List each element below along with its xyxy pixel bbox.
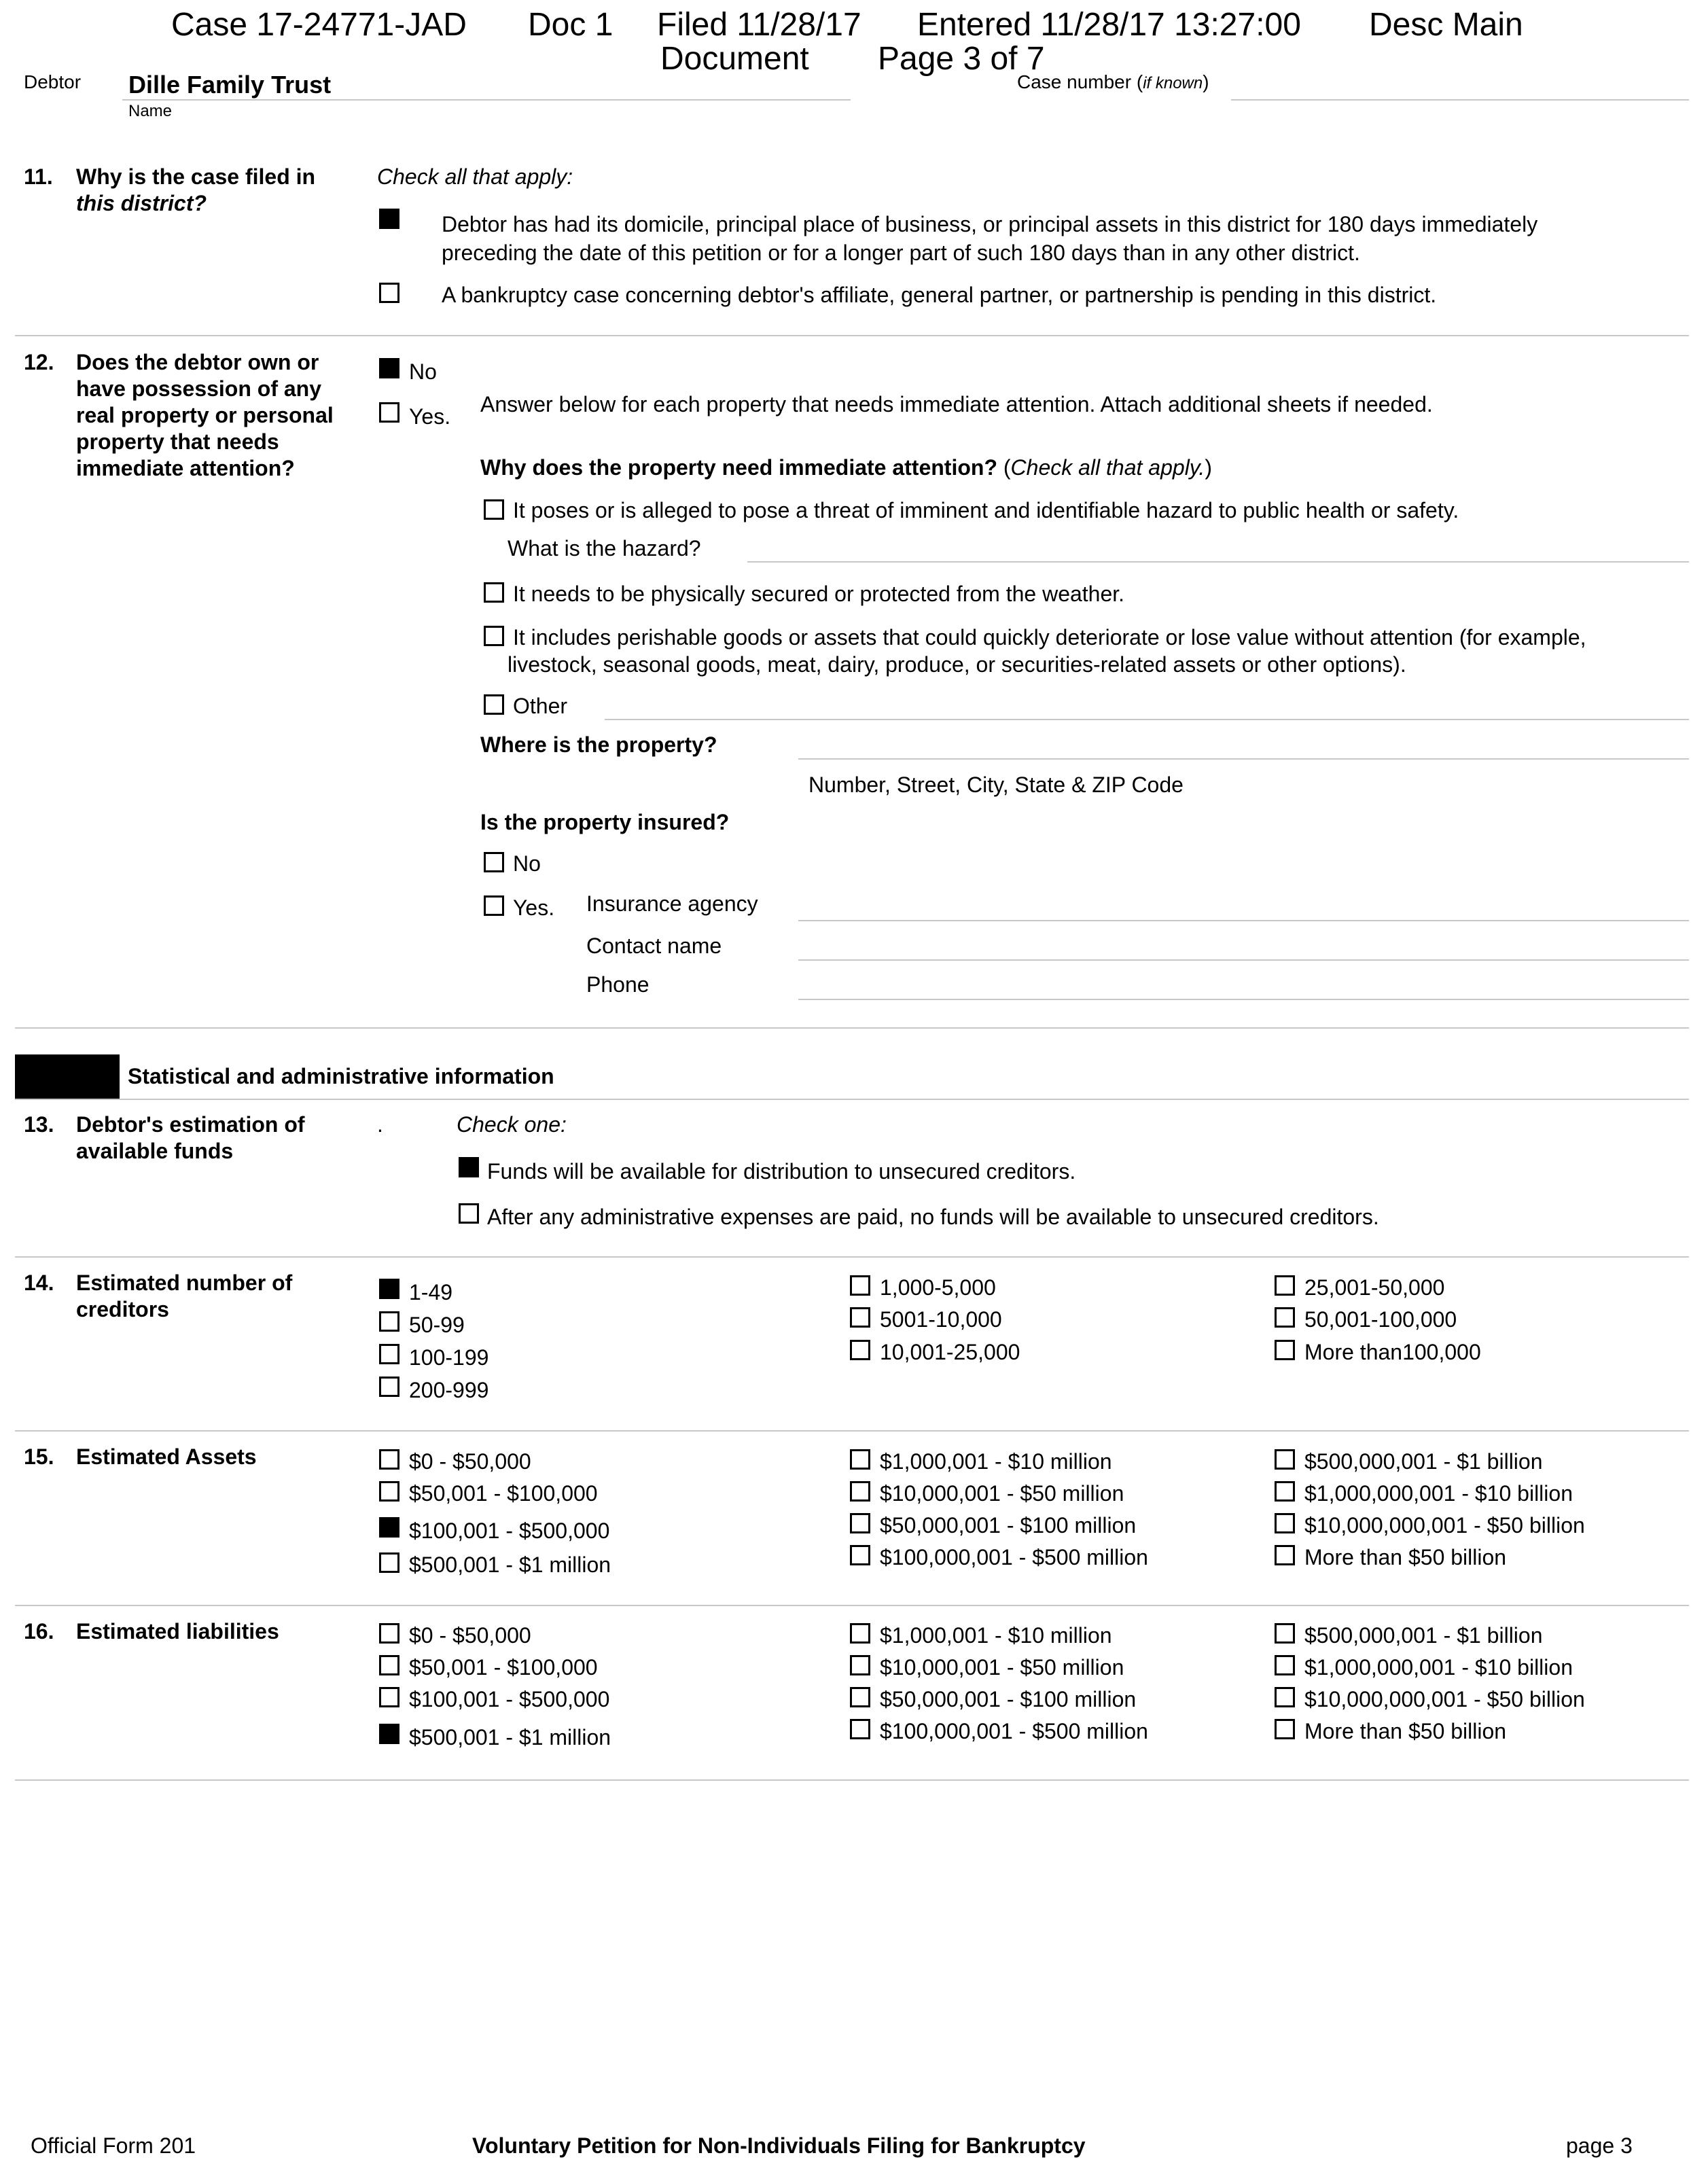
q12-insurance-agency-field[interactable]: [798, 920, 1689, 921]
q13-funds-available-text: Funds will be available for distribution to unsecured creditors.: [487, 1159, 1076, 1184]
q12-contact-name-field[interactable]: [798, 959, 1689, 961]
q12-yes-checkbox[interactable]: [379, 402, 399, 423]
divider: [15, 1099, 1689, 1100]
divider: [15, 1779, 1689, 1781]
q14-number: 14.: [24, 1271, 54, 1295]
q16-option-checkbox[interactable]: [1275, 1655, 1295, 1675]
q12-reason-perishable-line1: It includes perishable goods or assets that could quickly deteriorate or lose value without attention (for example,: [513, 625, 1586, 650]
q16-option-checkbox[interactable]: [379, 1724, 399, 1744]
q12-reason-perishable-checkbox[interactable]: [484, 626, 504, 646]
q14-question-line1: Estimated number of: [76, 1271, 293, 1295]
q15-option-checkbox[interactable]: [1275, 1545, 1295, 1565]
q15-option-checkbox[interactable]: [1275, 1513, 1295, 1533]
q12-insurance-agency-label: Insurance agency: [586, 891, 758, 916]
q12-reason-hazard-checkbox[interactable]: [484, 499, 504, 520]
q15-option-checkbox[interactable]: [850, 1449, 870, 1470]
q15-option-label: $50,000,001 - $100 million: [880, 1513, 1137, 1538]
q15-option-checkbox[interactable]: [850, 1481, 870, 1502]
divider: [15, 1605, 1689, 1606]
footer-form-title: Voluntary Petition for Non-Individuals Filing for Bankruptcy: [472, 2133, 1086, 2158]
q16-option-label: $10,000,001 - $50 million: [880, 1655, 1124, 1680]
debtor-label: Debtor: [24, 71, 82, 92]
q16-option-checkbox[interactable]: [379, 1623, 399, 1644]
q15-option-checkbox[interactable]: [850, 1545, 870, 1565]
q12-insured-label: Is the property insured?: [480, 810, 730, 834]
footer-form-number: Official Form 201: [31, 2133, 196, 2158]
q15-option-label: $0 - $50,000: [409, 1449, 531, 1474]
q16-option-checkbox[interactable]: [379, 1655, 399, 1675]
debtor-name-underline: [122, 99, 851, 101]
q12-yes-label: Yes.: [409, 404, 451, 429]
q15-number: 15.: [24, 1444, 54, 1469]
q15-option-label: $500,000,001 - $1 billion: [1304, 1449, 1543, 1474]
q16-option-label: $500,001 - $1 million: [409, 1725, 611, 1750]
q12-no-checkbox[interactable]: [379, 358, 399, 378]
q16-option-label: $1,000,000,001 - $10 billion: [1304, 1655, 1573, 1680]
q15-option-label: $500,001 - $1 million: [409, 1552, 611, 1577]
q12-reason-other-checkbox[interactable]: [484, 694, 504, 715]
q12-where-field[interactable]: [798, 758, 1689, 760]
q16-option-checkbox[interactable]: [850, 1623, 870, 1644]
q15-option-checkbox[interactable]: [1275, 1449, 1295, 1470]
q14-option-checkbox[interactable]: [850, 1307, 870, 1328]
q16-option-label: More than $50 billion: [1304, 1719, 1507, 1743]
q14-option-checkbox[interactable]: [850, 1340, 870, 1360]
q12-question-line3: real property or personal: [76, 403, 334, 427]
q13-funds-available-checkbox[interactable]: [459, 1157, 479, 1177]
q12-other-field[interactable]: [605, 719, 1689, 720]
q15-option-label: $1,000,001 - $10 million: [880, 1449, 1112, 1474]
q16-option-label: $0 - $50,000: [409, 1623, 531, 1648]
q15-option-label: More than $50 billion: [1304, 1545, 1507, 1569]
q13-number: 13.: [24, 1112, 54, 1137]
header-filed: Filed 11/28/17: [657, 7, 861, 43]
q11-option-affiliate-checkbox[interactable]: [379, 283, 399, 303]
q13-no-funds-text: After any administrative expenses are paid, no funds will be available to unsecured creditors.: [487, 1205, 1379, 1229]
q15-option-label: $50,001 - $100,000: [409, 1481, 598, 1506]
q16-option-checkbox[interactable]: [379, 1687, 399, 1707]
q14-option-checkbox[interactable]: [379, 1279, 399, 1299]
section-title: Statistical and administrative information: [128, 1064, 554, 1088]
q16-option-checkbox[interactable]: [850, 1719, 870, 1739]
q15-option-label: $10,000,001 - $50 million: [880, 1481, 1124, 1506]
q16-option-label: $100,000,001 - $500 million: [880, 1719, 1148, 1743]
q11-question-line2: this district?: [76, 191, 207, 215]
header-doc: Doc 1: [528, 7, 613, 43]
q12-phone-label: Phone: [586, 972, 650, 997]
q12-hazard-field[interactable]: [747, 561, 1689, 563]
q14-option-checkbox[interactable]: [850, 1275, 870, 1296]
q16-option-checkbox[interactable]: [850, 1687, 870, 1707]
q15-option-label: $1,000,000,001 - $10 billion: [1304, 1481, 1573, 1506]
q12-contact-name-label: Contact name: [586, 934, 722, 958]
q12-insured-yes-label: Yes.: [513, 895, 555, 920]
q14-option-label: 1,000-5,000: [880, 1275, 996, 1300]
case-number-label: Case number (if known): [1017, 71, 1209, 92]
q14-question-line2: creditors: [76, 1297, 169, 1321]
q15-option-checkbox[interactable]: [379, 1481, 399, 1502]
q12-why-heading: Why does the property need immediate attention? (Check all that apply.): [480, 455, 1212, 480]
q12-reason-secure-checkbox[interactable]: [484, 582, 504, 603]
q15-option-checkbox[interactable]: [379, 1449, 399, 1470]
q14-option-label: 50-99: [409, 1313, 465, 1337]
q16-option-checkbox[interactable]: [1275, 1719, 1295, 1739]
q14-option-checkbox[interactable]: [1275, 1307, 1295, 1328]
q15-option-label: $100,000,001 - $500 million: [880, 1545, 1148, 1569]
q12-insured-no-label: No: [513, 851, 541, 876]
q14-option-label: 50,001-100,000: [1304, 1307, 1457, 1332]
q14-option-checkbox[interactable]: [1275, 1275, 1295, 1296]
q11-option-affiliate-text: A bankruptcy case concerning debtor's affiliate, general partner, or partnership is pending in this district.: [442, 283, 1437, 307]
header-document: Document: [660, 41, 809, 77]
q12-hazard-label: What is the hazard?: [508, 536, 701, 561]
q14-option-label: 100-199: [409, 1345, 489, 1370]
q15-option-label: $100,001 - $500,000: [409, 1519, 610, 1543]
q14-option-label: 200-999: [409, 1378, 489, 1402]
header-desc: Desc Main: [1369, 7, 1523, 43]
q16-option-label: $100,001 - $500,000: [409, 1687, 610, 1711]
q13-question-line1: Debtor's estimation of: [76, 1112, 305, 1137]
q14-option-label: 5001-10,000: [880, 1307, 1002, 1332]
q12-where-label: Where is the property?: [480, 732, 717, 757]
q12-question-line2: have possession of any: [76, 376, 322, 401]
divider: [15, 1027, 1689, 1029]
q12-reason-perishable-line2: livestock, seasonal goods, meat, dairy, produce, or securities-related assets or other options).: [508, 652, 1406, 677]
divider: [15, 1430, 1689, 1432]
q12-answer-below: Answer below for each property that needs immediate attention. Attach additional sheets if needed.: [480, 392, 1433, 416]
q16-option-label: $500,000,001 - $1 billion: [1304, 1623, 1543, 1648]
q14-option-checkbox[interactable]: [1275, 1340, 1295, 1360]
q12-question-line5: immediate attention?: [76, 456, 295, 480]
q11-question-line1: Why is the case filed in: [76, 164, 316, 189]
header-entered: Entered 11/28/17 13:27:00: [917, 7, 1301, 43]
q16-option-label: $50,001 - $100,000: [409, 1655, 598, 1680]
q16-option-label: $50,000,001 - $100 million: [880, 1687, 1137, 1711]
q11-number: 11.: [24, 164, 53, 189]
q16-option-checkbox[interactable]: [1275, 1623, 1295, 1644]
q12-reason-secure-text: It needs to be physically secured or protected from the weather.: [513, 582, 1125, 606]
q11-option-domicile-line2: preceding the date of this petition or for a longer part of such 180 days than in any other district.: [442, 241, 1360, 265]
q14-option-label: 1-49: [409, 1280, 453, 1304]
q15-option-checkbox[interactable]: [379, 1517, 399, 1538]
q11-option-domicile-line1: Debtor has had its domicile, principal place of business, or principal assets in this district for 180 days immediately: [442, 212, 1538, 236]
q11-instruction: Check all that apply:: [377, 164, 573, 189]
q14-option-checkbox[interactable]: [379, 1377, 399, 1397]
q12-address-caption: Number, Street, City, State & ZIP Code: [808, 773, 1184, 797]
q13-dot: .: [377, 1112, 383, 1137]
q12-question-line4: property that needs: [76, 429, 279, 454]
q15-option-checkbox[interactable]: [1275, 1481, 1295, 1502]
q12-reason-other-label: Other: [513, 694, 568, 718]
q16-question: Estimated liabilities: [76, 1619, 279, 1644]
q14-option-label: 25,001-50,000: [1304, 1275, 1445, 1300]
q16-number: 16.: [24, 1619, 54, 1644]
footer-page-number: page 3: [1566, 2133, 1633, 2158]
q15-option-label: $10,000,000,001 - $50 billion: [1304, 1513, 1585, 1538]
q15-option-checkbox[interactable]: [850, 1513, 870, 1533]
q16-option-checkbox[interactable]: [1275, 1687, 1295, 1707]
q12-insured-no-checkbox[interactable]: [484, 852, 504, 872]
q12-phone-field[interactable]: [798, 999, 1689, 1000]
q13-question-line2: available funds: [76, 1139, 234, 1163]
q13-no-funds-checkbox[interactable]: [459, 1203, 479, 1224]
section-black-bar: [15, 1054, 120, 1099]
q12-insured-yes-checkbox[interactable]: [484, 895, 504, 916]
q16-option-label: $10,000,000,001 - $50 billion: [1304, 1687, 1585, 1711]
q12-reason-hazard-text: It poses or is alleged to pose a threat of imminent and identifiable hazard to public health or safety.: [513, 498, 1459, 522]
divider: [15, 335, 1689, 336]
q14-option-label: 10,001-25,000: [880, 1340, 1020, 1364]
q12-question-line1: Does the debtor own or: [76, 350, 319, 374]
q12-no-label: No: [409, 359, 437, 384]
q16-option-label: $1,000,001 - $10 million: [880, 1623, 1112, 1648]
q13-instruction: Check one:: [457, 1112, 567, 1137]
q11-option-domicile-checkbox[interactable]: [379, 209, 399, 229]
divider: [15, 1256, 1689, 1258]
q12-number: 12.: [24, 350, 54, 374]
q16-option-checkbox[interactable]: [850, 1655, 870, 1675]
q14-option-checkbox[interactable]: [379, 1311, 399, 1332]
q15-question: Estimated Assets: [76, 1444, 257, 1469]
case-number-field[interactable]: [1231, 99, 1689, 101]
debtor-name: Dille Family Trust: [128, 71, 332, 99]
q14-option-checkbox[interactable]: [379, 1344, 399, 1364]
q14-option-label: More than100,000: [1304, 1340, 1481, 1364]
q15-option-checkbox[interactable]: [379, 1552, 399, 1573]
header-page: Page 3 of 7: [878, 41, 1045, 77]
header-case-number: Case 17-24771-JAD: [171, 7, 467, 43]
name-caption: Name: [128, 102, 173, 120]
